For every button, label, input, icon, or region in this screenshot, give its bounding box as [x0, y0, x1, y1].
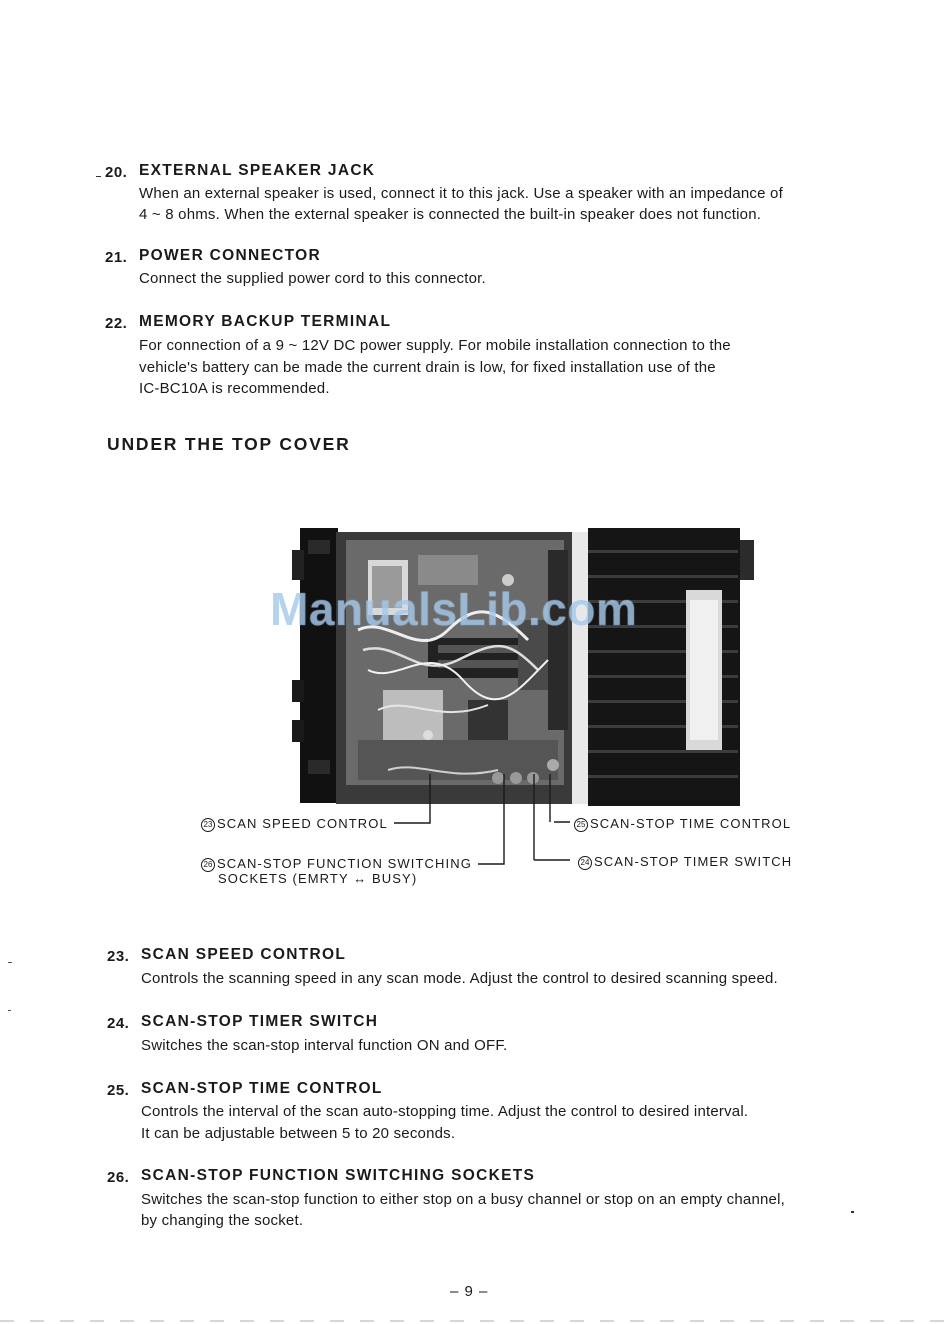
callout-marker: 26 — [201, 858, 215, 872]
item-body-line: Controls the interval of the scan auto-stopping time. Adjust the control to desired interval. — [141, 1103, 749, 1120]
item-heading: POWER CONNECTOR — [139, 247, 321, 264]
item-number: 24. — [107, 1015, 130, 1032]
item-body-line: Switches the scan-stop function to either stop on a busy channel or stop on an empty channel, — [141, 1191, 785, 1208]
callout-text: SCAN SPEED CONTROL — [217, 816, 388, 831]
item-heading: SCAN-STOP FUNCTION SWITCHING SOCKETS — [141, 1167, 536, 1184]
callout-marker: 23 — [201, 818, 215, 832]
item-body-line: Switches the scan-stop interval function ON and OFF. — [141, 1037, 508, 1054]
scan-speck — [851, 1211, 854, 1213]
item-body-line: For connection of a 9 ~ 12V DC power supply. For mobile installation connection to the — [139, 337, 731, 354]
callout-switching-sockets-line2: SOCKETS (EMRTY ↔ BUSY) — [218, 871, 418, 886]
item-body-line: IC-BC10A is recommended. — [139, 380, 330, 397]
leader-lines — [390, 770, 570, 870]
item-number: 21. — [105, 249, 128, 266]
item-body-line: It can be adjustable between 5 to 20 seconds. — [141, 1125, 456, 1142]
scan-speck — [8, 962, 12, 963]
item-heading: MEMORY BACKUP TERMINAL — [139, 313, 392, 330]
item-number: 20. — [105, 164, 128, 181]
callout-marker: 25 — [574, 818, 588, 832]
item-body-line: Controls the scanning speed in any scan mode. Adjust the control to desired scanning speed. — [141, 970, 778, 987]
callout-scan-stop-timer — [578, 854, 792, 870]
radio-interior-photo — [288, 520, 758, 810]
item-number: 26. — [107, 1169, 130, 1186]
scan-speck — [8, 1010, 11, 1011]
callout-text: SCAN-STOP FUNCTION SWITCHING — [217, 856, 472, 871]
item-body-line: vehicle's battery can be made the current drain is low, for fixed installation use of the — [139, 359, 716, 376]
item-body-line: 4 ~ 8 ohms. When the external speaker is connected the built-in speaker does not function. — [139, 206, 762, 223]
item-body-line: by changing the socket. — [141, 1212, 304, 1229]
section-title: UNDER THE TOP COVER — [107, 434, 351, 454]
callout-text: SCAN-STOP TIMER SWITCH — [594, 854, 793, 869]
item-number: 22. — [105, 315, 128, 332]
scan-border-bottom — [0, 1320, 950, 1322]
item-body-line: When an external speaker is used, connect it to this jack. Use a speaker with an impedance of — [139, 185, 783, 202]
watermark: ManualsLib.com — [270, 583, 638, 635]
item-heading: SCAN-STOP TIME CONTROL — [141, 1080, 383, 1097]
item-heading: SCAN SPEED CONTROL — [141, 946, 347, 963]
callout-scan-stop-time — [574, 816, 791, 832]
item-heading: EXTERNAL SPEAKER JACK — [139, 162, 376, 179]
page-number: – 9 – — [450, 1283, 489, 1300]
item-heading: SCAN-STOP TIMER SWITCH — [141, 1013, 379, 1030]
callout-marker: 24 — [578, 856, 592, 870]
item-number: 23. — [107, 948, 130, 965]
callout-text: SCAN-STOP TIME CONTROL — [590, 816, 792, 831]
callout-scan-speed — [201, 816, 388, 832]
callout-switching-sockets — [201, 856, 472, 872]
item-number: 25. — [107, 1082, 130, 1099]
scan-speck — [96, 176, 101, 177]
item-body-line: Connect the supplied power cord to this connector. — [139, 270, 486, 287]
